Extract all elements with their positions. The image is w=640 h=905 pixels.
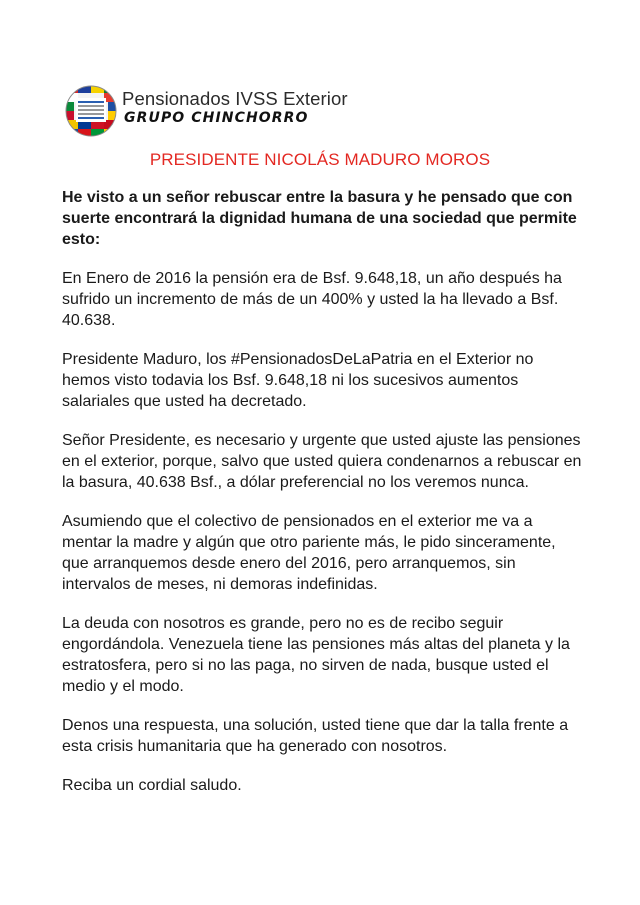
flags-globe-logo-icon — [64, 84, 118, 138]
paragraph: Presidente Maduro, los #PensionadosDeLaPatria en el Exterior no hemos visto todavia los Bsf. 9.648,18 ni los sucesivos aumentos salariales que usted ha decretado. — [62, 351, 534, 410]
letter-body — [62, 187, 582, 814]
paragraph: En Enero de 2016 la pensión era de Bsf. 9.648,18, un año después ha sufrido un incremento de más de un 400% y usted la ha llevado a Bsf. 40.638. — [62, 270, 562, 329]
paragraph: Señor Presidente, es necesario y urgente que usted ajuste las pensiones en el exterior, porque, salvo que usted quiera condenarnos a rebuscar en la basura, 40.638 Bsf., a dólar preferencial no los veremos nunca. — [62, 432, 582, 491]
organization-name: Pensionados IVSS Exterior — [122, 88, 348, 109]
letter-title: PRESIDENTE NICOLÁS MADURO MOROS — [149, 150, 491, 169]
paragraph: Asumiendo que el colectivo de pensionados en el exterior me va a mentar la madre y algún que otro pariente más, le pido sinceramente, que arranquemos desde enero del 2016, pero arranquemos, sin intervalos de meses, ni demoras indefinidas. — [62, 513, 556, 593]
lead-paragraph: He visto a un señor rebuscar entre la basura y he pensado que con suerte encontrará la dignidad humana de una sociedad que permite esto: — [62, 189, 577, 248]
letterhead — [64, 84, 348, 138]
paragraph: La deuda con nosotros es grande, pero no es de recibo seguir engordándola. Venezuela tiene las pensiones más altas del planeta y la estratosfera, pero si no las paga, no sirven de nada, busque usted el medio y el modo. — [62, 615, 570, 695]
group-name: GRUPO CHINCHORRO — [124, 110, 309, 126]
closing-line: Reciba un cordial saludo. — [62, 777, 242, 794]
paragraph: Denos una respuesta, una solución, usted tiene que dar la talla frente a esta crisis humanitaria que ha generado con nosotros. — [62, 717, 569, 755]
